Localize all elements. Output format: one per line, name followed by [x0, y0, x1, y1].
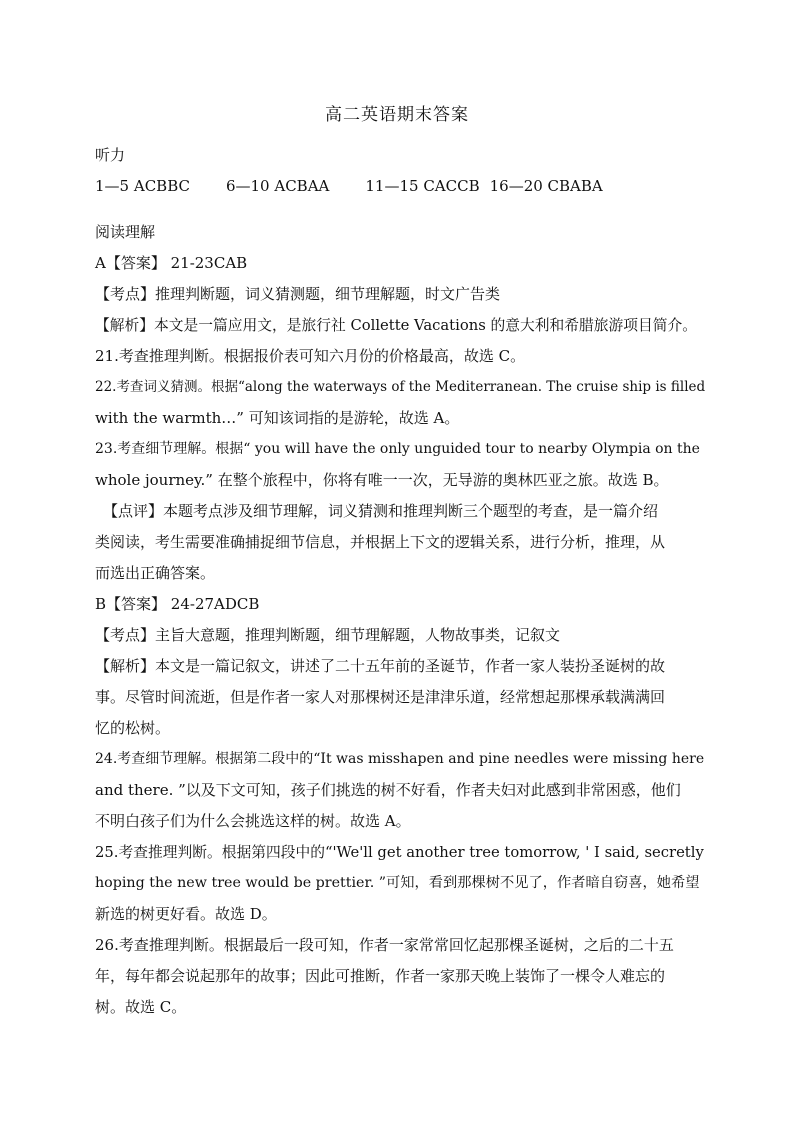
question-22-line-1: 22.考查词义猜测。根据“along the waterways of the Mediterranean. The cruise ship is filled: [95, 379, 706, 395]
question-26-line-1: 26.考查推理判断。根据最后一段可知，作者一家常常回忆起那棵圣诞树，之后的二十五: [95, 936, 674, 954]
reading-heading: 阅读理解: [95, 223, 156, 241]
listening-answer-16-20: 16—20 CBABA: [489, 177, 603, 195]
listening-answer-1-5: 1—5 ACBBC: [95, 177, 190, 195]
passage-a-jiexi: 【解析】本文是一篇应用文，是旅行社 Collette Vacations 的意大利和希腊旅游项目简介。: [95, 317, 697, 334]
passage-a-dianping-line-2: 类阅读，考生需要准确捕捉细节信息，并根据上下文的逻辑关系，进行分析，推理，从: [95, 533, 666, 551]
listening-answers: [95, 171, 705, 202]
question-24-line-1: 24.考查细节理解。根据第二段中的“It was misshapen and pine needles were missing here: [95, 751, 705, 767]
passage-a-answer: A【答案】 21-23CAB: [95, 254, 248, 272]
question-23-line-1: 23.考查细节理解。根据“ you will have the only unguided tour to nearby Olympia on the: [95, 441, 700, 457]
question-22-line-2: with the warmth…” 可知该词指的是游轮，故选 A。: [95, 409, 460, 427]
question-23-line-2: whole journey.” 在整个旅程中，你将有唯一一次，无导游的奥林匹亚之旅。故选 B。: [95, 471, 669, 489]
passage-a-kaodian: 【考点】推理判断题，词义猜测题，细节理解题，时文广告类: [95, 285, 501, 303]
passage-b-kaodian: 【考点】主旨大意题，推理判断题，细节理解题，人物故事类，记叙文: [95, 626, 561, 644]
question-25-line-3: 新选的树更好看。故选 D。: [95, 905, 277, 923]
passage-a-dianping-line-1: 【点评】本题考点涉及细节理解，词义猜测和推理判断三个题型的考查，是一篇介绍: [103, 502, 659, 520]
passage-b-jiexi-line-2: 事。尽管时间流逝，但是作者一家人对那棵树还是津津乐道，经常想起那棵承载满满回: [95, 688, 666, 706]
question-26-line-2: 年，每年都会说起那年的故事；因此可推断，作者一家那天晚上装饰了一棵令人难忘的: [95, 967, 666, 985]
question-24-line-3: 不明白孩子们为什么会挑选这样的树。故选 A。: [95, 812, 411, 830]
passage-b-jiexi-line-3: 忆的松树。: [95, 719, 171, 737]
question-21: 21.考查推理判断。根据报价表可知六月份的价格最高，故选 C。: [95, 347, 526, 365]
listening-heading: 听力: [95, 146, 126, 164]
passage-a-dianping-line-3: 而选出正确答案。: [95, 564, 216, 582]
question-25-line-1: 25.考查推理判断。根据第四段中的“'We'll get another tree tomorrow, ' I said, secretly: [95, 844, 704, 861]
page-title: 高二英语期末答案: [325, 105, 469, 125]
listening-answer-6-10: 6—10 ACBAA: [225, 177, 330, 195]
listening-section: [95, 140, 705, 202]
question-25-line-2: hoping the new tree would be prettier. ”可知，看到那棵树不见了，作者暗自窃喜，她希望: [95, 875, 700, 891]
passage-b-jiexi-line-1: 【解析】本文是一篇记叙文，讲述了二十五年前的圣诞节，作者一家人装扮圣诞树的故: [95, 657, 666, 675]
question-24-line-2: and there. ”以及下文可知，孩子们挑选的树不好看，作者夫妇对此感到非常困惑，他们: [95, 781, 681, 799]
listening-answer-11-15: 11—15 CACCB: [365, 177, 480, 195]
reading-section: [95, 217, 705, 1023]
question-26-line-3: 树。故选 C。: [95, 998, 187, 1016]
passage-b-answer: B【答案】 24-27ADCB: [95, 595, 260, 613]
